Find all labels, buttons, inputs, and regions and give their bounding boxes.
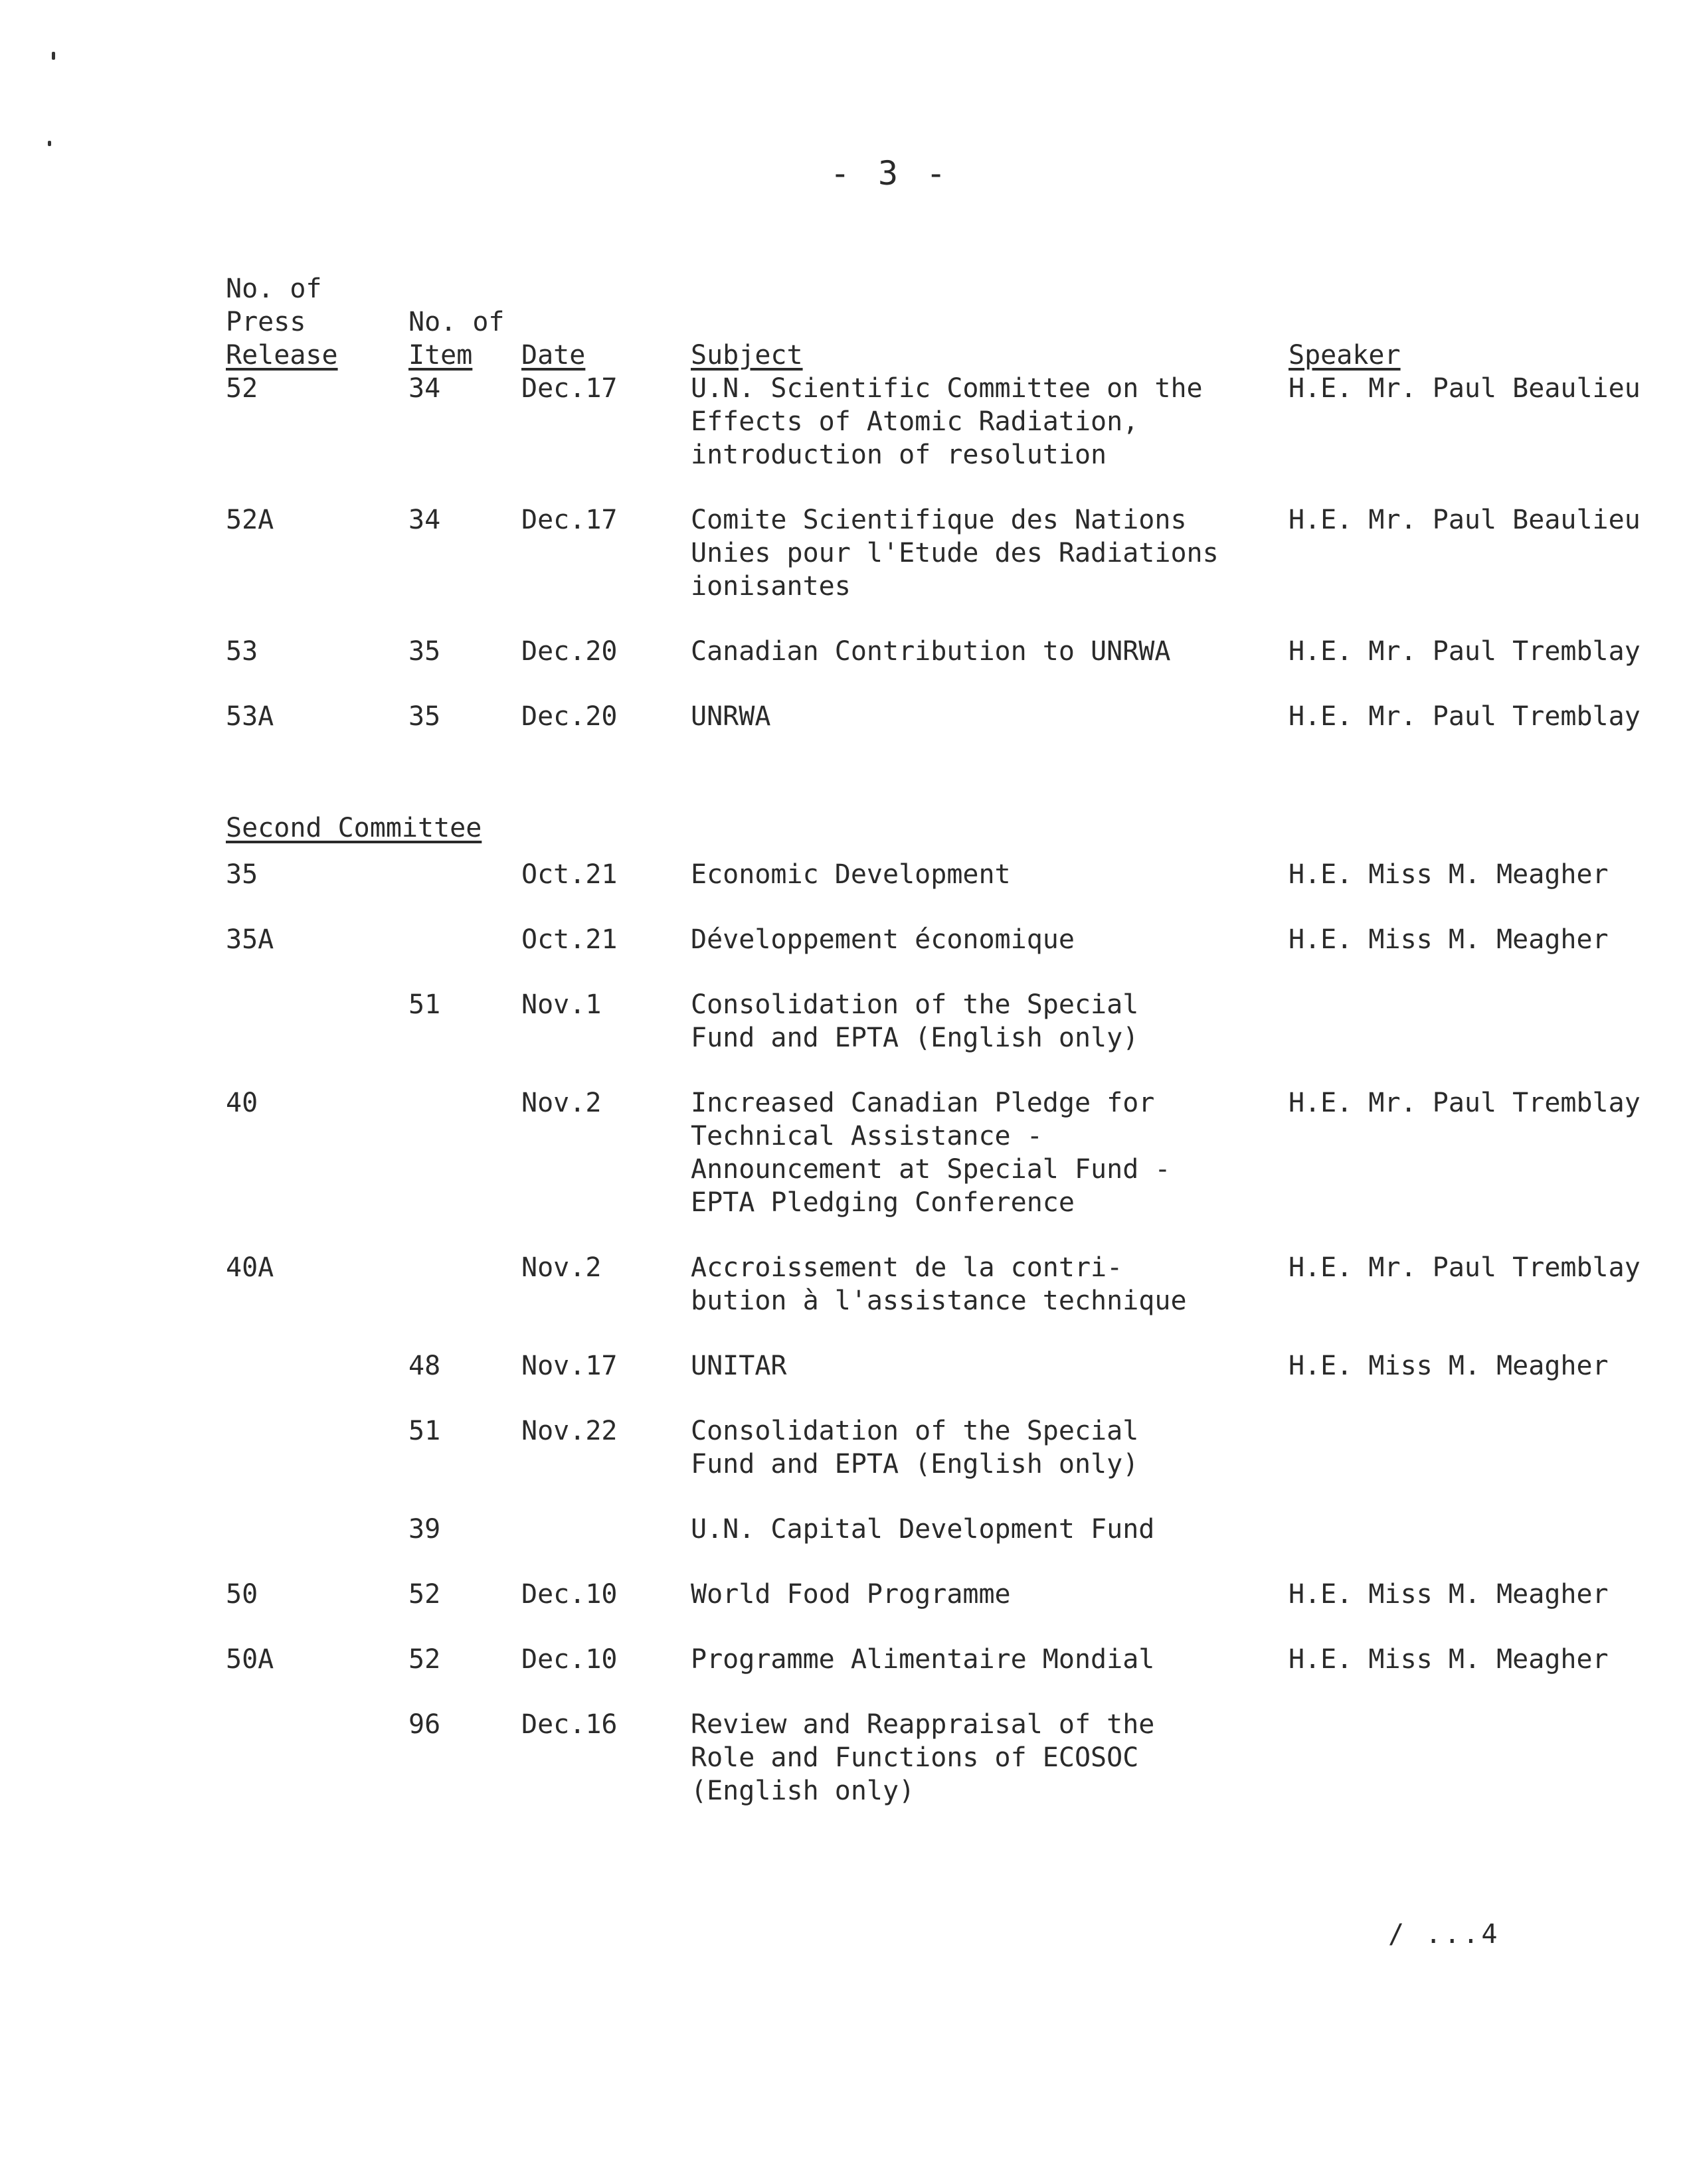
item-number: 96	[408, 1709, 441, 1740]
release-date: Oct.21	[521, 924, 618, 955]
speaker-name: H.E. Miss M. Meagher	[1289, 1644, 1609, 1675]
subject-text: Développement économique	[691, 924, 1075, 955]
speaker-name: H.E. Mr. Paul Tremblay	[1289, 701, 1641, 732]
margin-speck	[52, 52, 55, 60]
release-date: Nov.1	[521, 989, 602, 1020]
speaker-name: H.E. Miss M. Meagher	[1289, 1579, 1609, 1610]
subject-text: World Food Programme	[691, 1579, 1011, 1610]
item-number: 35	[408, 636, 441, 667]
second-committee-heading: Second Committee	[226, 813, 482, 843]
press-release-number: 52	[226, 373, 258, 404]
col-press-release-header: No. of Press Release	[226, 274, 338, 371]
subject-text: Programme Alimentaire Mondial	[691, 1644, 1155, 1675]
item-number: 52	[408, 1644, 441, 1675]
release-date: Dec.17	[521, 373, 618, 404]
press-release-number: 53	[226, 636, 258, 667]
release-date: Oct.21	[521, 859, 618, 890]
release-date: Dec.20	[521, 636, 618, 667]
item-number: 39	[408, 1514, 441, 1545]
subject-text: U.N. Capital Development Fund	[691, 1514, 1155, 1545]
subject-text: Comite Scientifique des Nations Unies pour l'Etude des Radiations ionisantes	[691, 505, 1219, 602]
subject-text: Canadian Contribution to UNRWA	[691, 636, 1171, 667]
subject-text: Increased Canadian Pledge for Technical Assistance - Announcement at Special Fund - EPTA Pledging Conference	[691, 1088, 1171, 1218]
speaker-name: H.E. Miss M. Meagher	[1289, 859, 1609, 890]
press-release-number: 50	[226, 1579, 258, 1610]
release-date: Nov.2	[521, 1088, 602, 1118]
speaker-name: H.E. Mr. Paul Beaulieu	[1289, 505, 1641, 535]
col-subject-header: Subject	[691, 340, 803, 371]
release-date: Nov.17	[521, 1351, 618, 1381]
press-release-number: 52A	[226, 505, 274, 535]
speaker-name: H.E. Miss M. Meagher	[1289, 1351, 1609, 1381]
subject-text: Accroissement de la contri- bution à l'assistance technique	[691, 1252, 1187, 1316]
press-release-number: 50A	[226, 1644, 274, 1675]
margin-speck	[48, 141, 51, 146]
col-speaker-header: Speaker	[1289, 340, 1401, 371]
subject-text: Consolidation of the Special Fund and EPTA (English only)	[691, 989, 1139, 1053]
release-date: Nov.2	[521, 1252, 602, 1283]
item-number: 35	[408, 701, 441, 732]
speaker-name: H.E. Mr. Paul Tremblay	[1289, 1088, 1641, 1118]
speaker-name: H.E. Mr. Paul Beaulieu	[1289, 373, 1641, 404]
subject-text: U.N. Scientific Committee on the Effects of Atomic Radiation, introduction of resolution	[691, 373, 1203, 470]
item-number: 51	[408, 989, 441, 1020]
item-number: 34	[408, 505, 441, 535]
press-release-number: 35A	[226, 924, 274, 955]
page-number: - 3 -	[830, 154, 950, 193]
col-item-header: No. of Item	[408, 307, 505, 371]
press-release-number: 35	[226, 859, 258, 890]
release-date: Dec.16	[521, 1709, 618, 1740]
item-number: 34	[408, 373, 441, 404]
release-date: Dec.20	[521, 701, 618, 732]
continuation-marker: / ...4	[1388, 1919, 1500, 1950]
subject-text: UNRWA	[691, 701, 771, 732]
release-date: Nov.22	[521, 1416, 618, 1446]
subject-text: Review and Reappraisal of the Role and Functions of ECOSOC (English only)	[691, 1709, 1155, 1806]
subject-text: UNITAR	[691, 1351, 787, 1381]
item-number: 51	[408, 1416, 441, 1446]
speaker-name: H.E. Mr. Paul Tremblay	[1289, 636, 1641, 667]
release-date: Dec.17	[521, 505, 618, 535]
speaker-name: H.E. Miss M. Meagher	[1289, 924, 1609, 955]
release-date: Dec.10	[521, 1579, 618, 1610]
press-release-number: 40	[226, 1088, 258, 1118]
press-release-number: 53A	[226, 701, 274, 732]
press-release-number: 40A	[226, 1252, 274, 1283]
item-number: 52	[408, 1579, 441, 1610]
subject-text: Economic Development	[691, 859, 1011, 890]
col-date-header: Date	[521, 340, 586, 371]
speaker-name: H.E. Mr. Paul Tremblay	[1289, 1252, 1641, 1283]
release-date: Dec.10	[521, 1644, 618, 1675]
subject-text: Consolidation of the Special Fund and EPTA (English only)	[691, 1416, 1139, 1479]
item-number: 48	[408, 1351, 441, 1381]
